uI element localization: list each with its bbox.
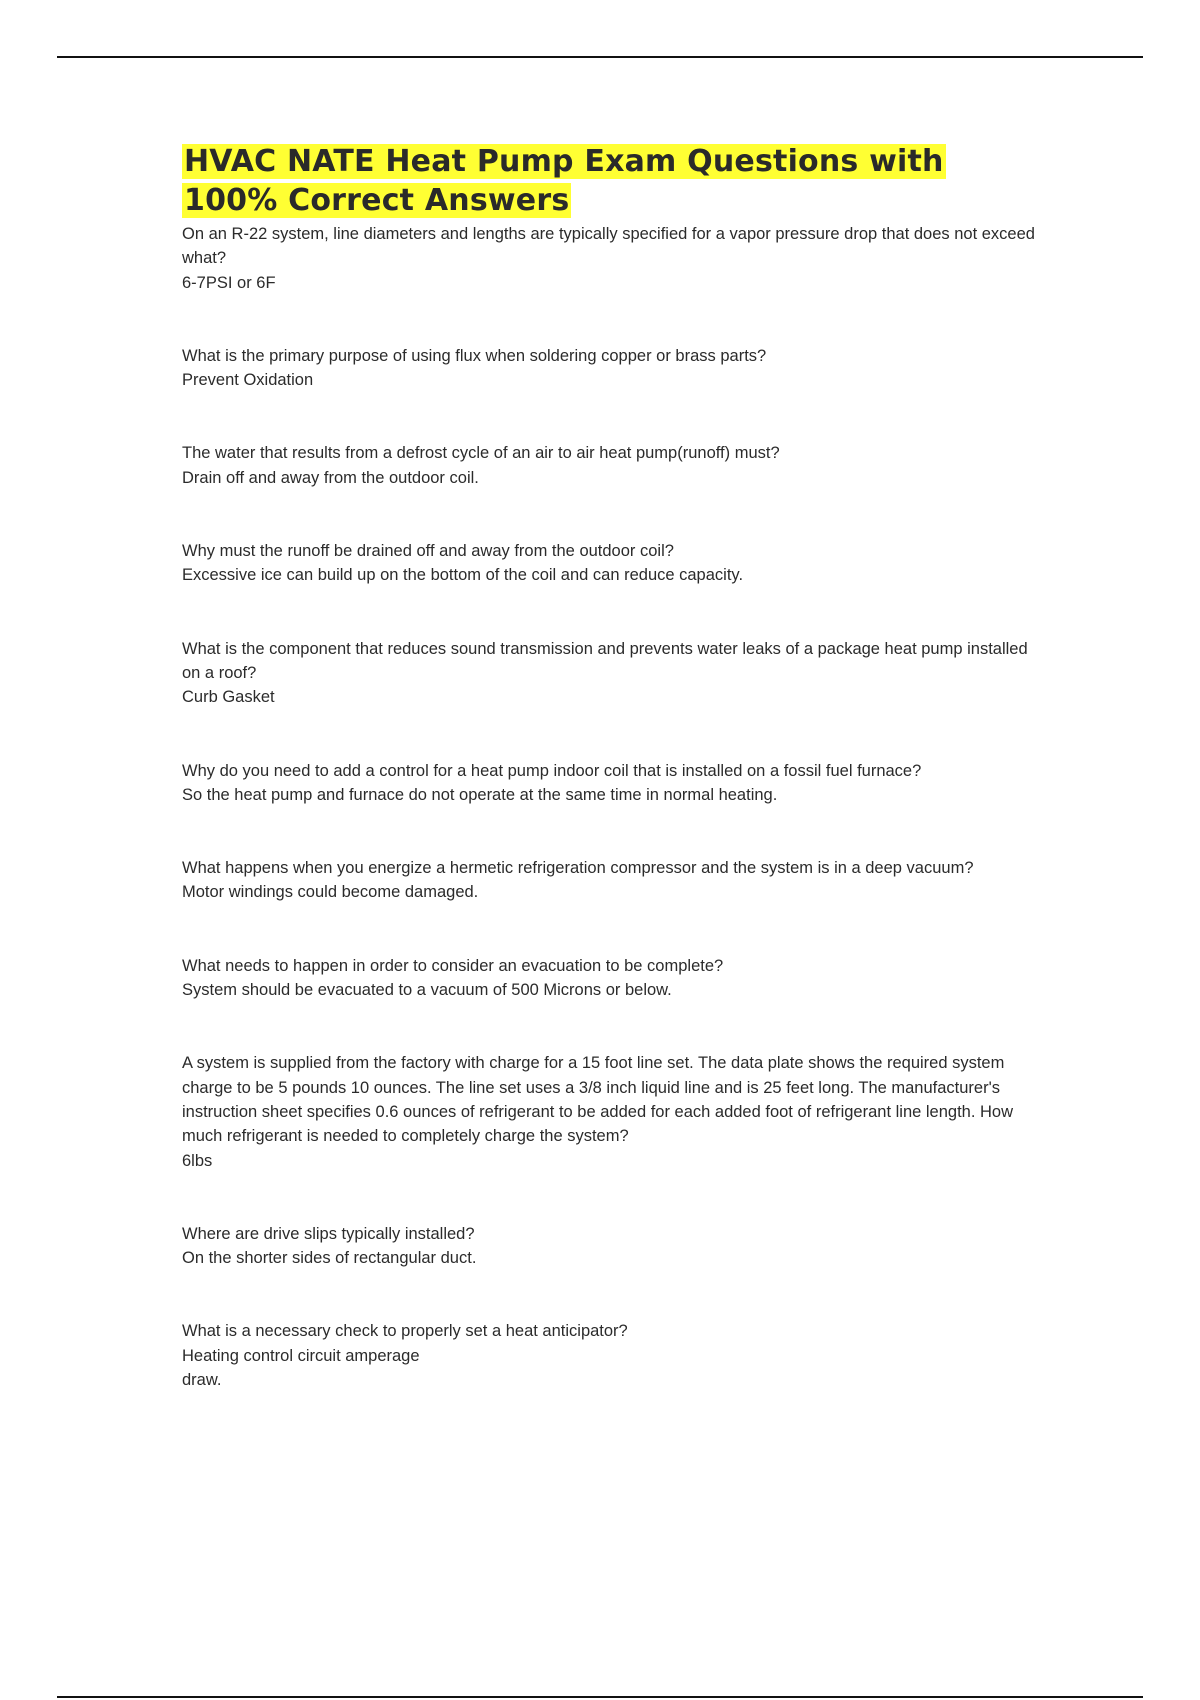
qa-item-2 (182, 344, 1042, 393)
question-text: What happens when you energize a hermetic refrigeration compressor and the system is in a deep vacuum? (182, 859, 974, 878)
answer-text: Motor windings could become damaged. (182, 883, 479, 902)
answer-text-continued: draw. (182, 1371, 222, 1390)
qa-item-7 (182, 856, 1042, 905)
qa-list (182, 222, 1042, 1392)
question-text: On an R-22 system, line diameters and lengths are typically specified for a vapor pressure drop that does not exceed what? (182, 225, 1035, 268)
document-title (182, 142, 1042, 220)
question-text: Where are drive slips typically installed? (182, 1224, 475, 1243)
qa-item-11 (182, 1319, 1042, 1392)
qa-item-6 (182, 759, 1042, 808)
top-rule (57, 56, 1143, 58)
answer-text: Drain off and away from the outdoor coil. (182, 468, 479, 487)
answer-text: 6-7PSI or 6F (182, 273, 276, 292)
question-text: Why do you need to add a control for a heat pump indoor coil that is installed on a fossil fuel furnace? (182, 761, 922, 780)
qa-item-4 (182, 539, 1042, 588)
answer-text: System should be evacuated to a vacuum of 500 Microns or below. (182, 981, 672, 1000)
answer-text: Prevent Oxidation (182, 371, 314, 390)
question-text: The water that results from a defrost cycle of an air to air heat pump(runoff) must? (182, 444, 780, 463)
answer-text: Heating control circuit amperage (182, 1346, 420, 1365)
qa-item-5 (182, 637, 1042, 710)
qa-item-3 (182, 441, 1042, 490)
question-text: What needs to happen in order to consider an evacuation to be complete? (182, 956, 724, 975)
highlighted-title-text: HVAC NATE Heat Pump Exam Questions with 100% Correct Answers (184, 144, 944, 218)
answer-text: Curb Gasket (182, 688, 275, 707)
bottom-rule (57, 1696, 1143, 1698)
question-text: What is the component that reduces sound transmission and prevents water leaks of a package heat pump installed on a roof? (182, 639, 1028, 682)
question-text: A system is supplied from the factory with charge for a 15 foot line set. The data plate shows the required system charge to be 5 pounds 10 ounces. The line set uses a 3/8 inch liquid line and is 25 feet long. The manufacturer's instruction sheet specifies 0.6 ounces of refrigerant to be added for each added foot of refrigerant line length. How much refrigerant is needed to completely charge the system? (182, 1054, 1014, 1146)
answer-text: On the shorter sides of rectangular duct. (182, 1249, 477, 1268)
qa-item-1 (182, 222, 1042, 295)
answer-text: Excessive ice can build up on the bottom of the coil and can reduce capacity. (182, 566, 744, 585)
answer-text: So the heat pump and furnace do not operate at the same time in normal heating. (182, 785, 778, 804)
qa-item-9 (182, 1051, 1042, 1172)
document-body (182, 142, 1042, 1392)
qa-item-10 (182, 1222, 1042, 1271)
qa-item-8 (182, 954, 1042, 1003)
question-text: What is the primary purpose of using flux when soldering copper or brass parts? (182, 346, 767, 365)
question-text: Why must the runoff be drained off and away from the outdoor coil? (182, 542, 674, 561)
question-text: What is a necessary check to properly set a heat anticipator? (182, 1322, 628, 1341)
answer-text: 6lbs (182, 1151, 213, 1170)
